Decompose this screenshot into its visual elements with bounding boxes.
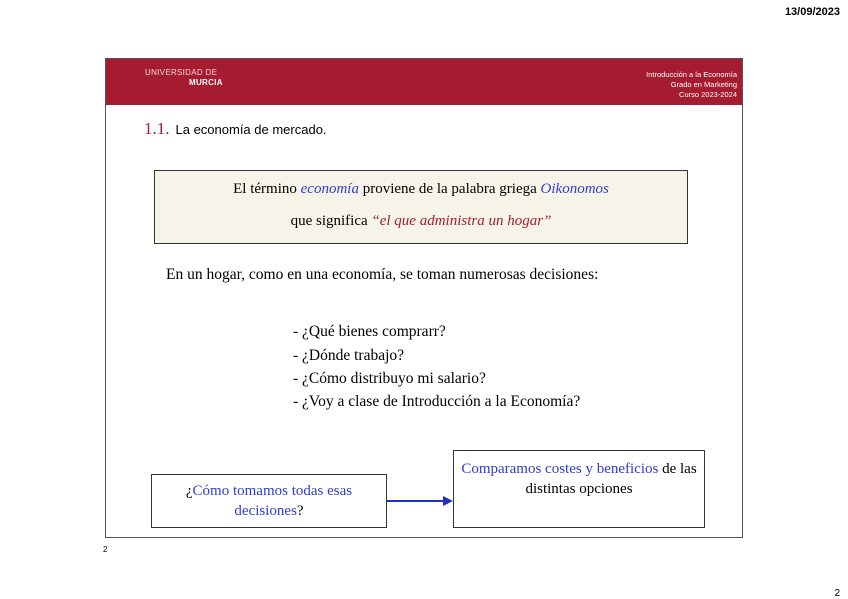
course-name: Introducción a la Economía xyxy=(646,70,737,79)
logo-line1: UNIVERSIDAD DE xyxy=(145,68,218,77)
academic-year: Curso 2023-2024 xyxy=(679,90,737,99)
household-paragraph: En un hogar, como en una economía, se toman numerosas decisiones: xyxy=(166,266,599,283)
definition-text: que significa xyxy=(290,213,372,229)
question-mark-close: ? xyxy=(296,503,304,519)
question-item: - ¿Dónde trabajo? xyxy=(293,347,405,364)
page-date: 13/09/2023 xyxy=(784,6,840,18)
question-list xyxy=(293,319,580,413)
section-title: La economía de mercado. xyxy=(175,122,327,137)
question-item: - ¿Cómo distribuyo mi salario? xyxy=(293,370,486,387)
question-mark-open: ¿ xyxy=(185,483,193,499)
degree-name: Grado en Marketing xyxy=(670,80,737,89)
question-item: - ¿Qué bienes comprarr? xyxy=(293,323,446,340)
question-text: Cómo tomamos todas esas decisiones xyxy=(192,483,353,519)
university-logo xyxy=(145,68,223,88)
section-number: 1.1. xyxy=(144,119,170,138)
term-oikonomos: Oikonomos xyxy=(540,181,609,197)
slide-number: 2 xyxy=(103,545,108,554)
definition-line1 xyxy=(155,181,687,198)
slide-header xyxy=(106,59,742,105)
logo-line2: MURCIA xyxy=(189,78,223,87)
arrow-icon xyxy=(387,494,453,508)
answer-text: de las distintas opciones xyxy=(525,461,697,497)
term-economia: economía xyxy=(300,181,359,197)
definition-line2 xyxy=(155,213,687,230)
course-info xyxy=(646,70,737,100)
definition-text: El término xyxy=(233,181,301,197)
answer-box xyxy=(453,450,705,528)
definition-meaning: “el que administra un hogar” xyxy=(371,213,552,229)
definition-text: proviene de la palabra griega xyxy=(358,181,541,197)
definition-box xyxy=(154,170,688,244)
question-box xyxy=(151,474,387,528)
section-heading xyxy=(144,119,327,139)
answer-highlight: Comparamos costes y beneficios xyxy=(461,461,659,477)
question-item: - ¿Voy a clase de Introducción a la Economía? xyxy=(293,393,581,410)
slide xyxy=(105,58,743,538)
page-number: 2 xyxy=(834,588,840,599)
